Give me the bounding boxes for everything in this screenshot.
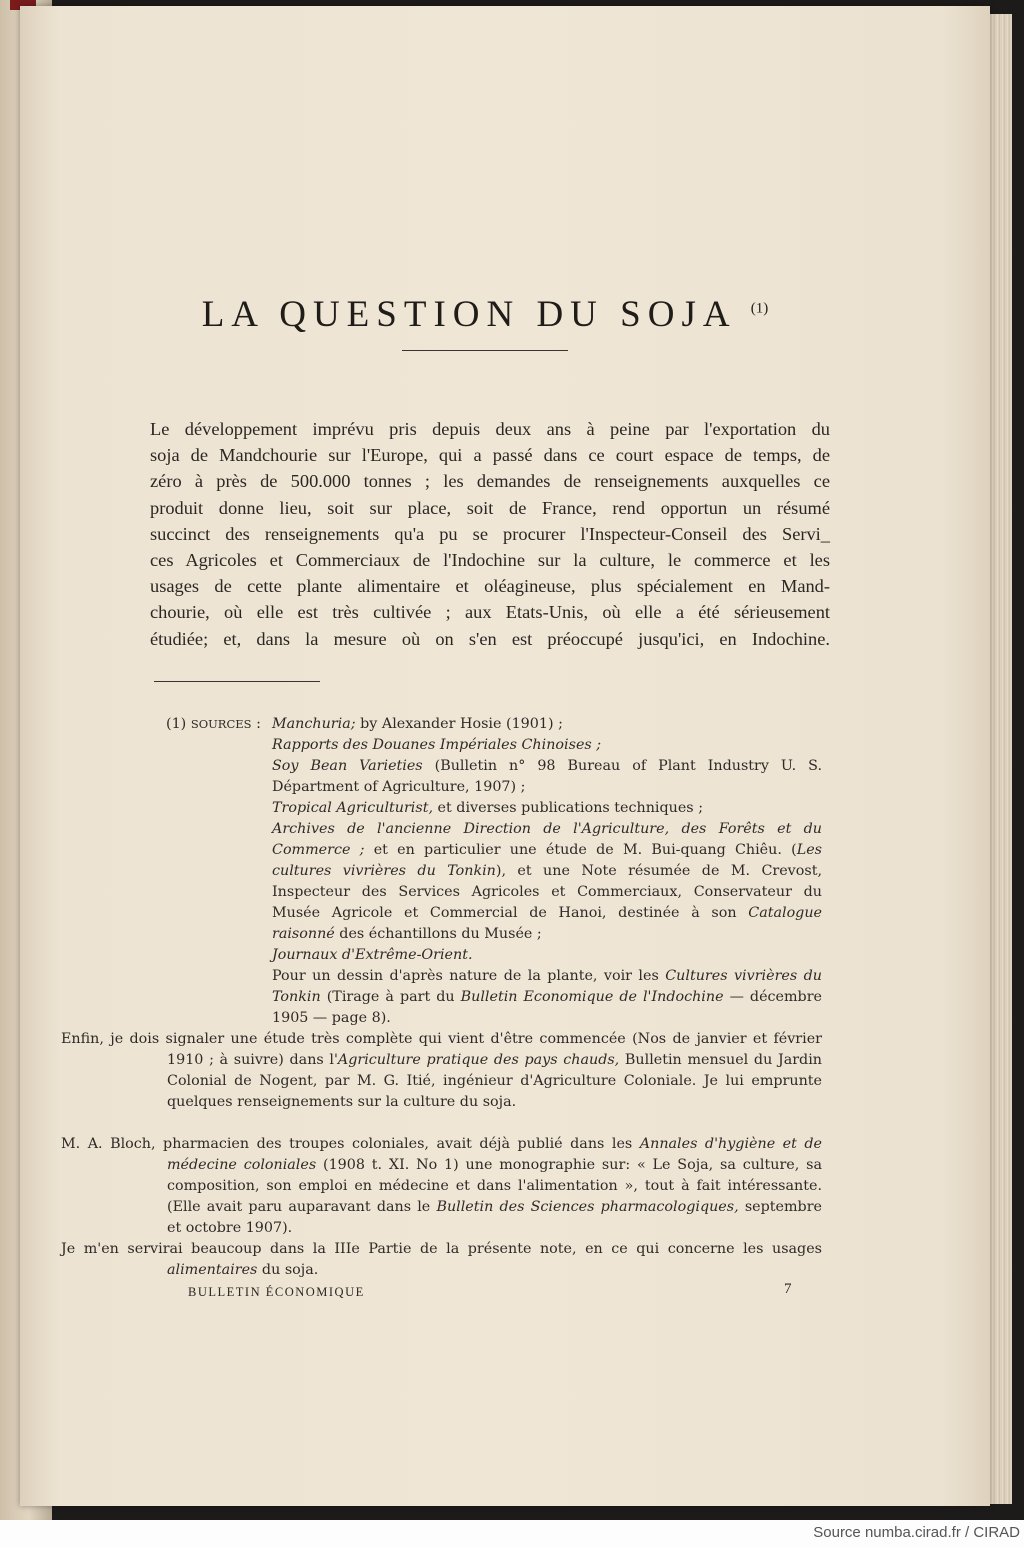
intro-line: succinct des renseignements qu'a pu se procurer l'Inspecteur-Conseil des Servi_: [150, 523, 830, 544]
note-usages: [61, 1239, 822, 1281]
note-bloch: [61, 1134, 822, 1239]
title-footnote-marker: (1): [750, 300, 769, 317]
footnote-sources-label: [166, 714, 261, 735]
source-detail: et diverses publications techniques ;: [433, 800, 704, 816]
note-text: (1908 t. XI. No 1) une monographie sur: « Le Soja, sa culture, sa composition, son emploi en médecine et dans l'alimentation », tout à fait intéressante. (Elle avait paru auparavant dans le: [167, 1157, 822, 1215]
footnote-label-colon: :: [251, 716, 261, 732]
source-detail: et en particulier une étude de M. Bui-quang Chiêu. (: [364, 842, 797, 858]
source-title: Rapports des Douanes Impériales Chinoises ;: [272, 737, 602, 753]
footnote-marker: (1): [166, 716, 187, 732]
intro-line: zéro à près de 500.000 tonnes ; les demandes de renseignements auxquelles ce: [150, 471, 830, 492]
source-credit: Source numba.cirad.fr / CIRAD: [813, 1524, 1020, 1541]
source-detail: (Bulletin n° 98 Bureau of Plant Industry U. S. Départment of Agriculture, 1907) ;: [272, 758, 822, 795]
intro-line: ces Agricoles et Commerciaux de l'Indochine sur la culture, le commerce et les: [150, 550, 830, 571]
note-text: Je m'en servirai beaucoup dans la IIIe Partie de la présente note, en ce qui concerne les usages: [61, 1241, 822, 1257]
note-text: M. A. Bloch, pharmacien des troupes coloniales, avait déjà publié dans les: [61, 1136, 640, 1152]
note-text: Enfin, je dois signaler une étude très complète qui vient d'être commencée (Nos de janvier et février 1910 ; à suivre) dans l': [61, 1031, 822, 1068]
note-text: Bulletin mensuel du Jardin Colonial de Nogent, par M. G. Itié, ingénieur d'Agriculture Coloniale. Je lui emprunte quelques renseignements sur la culture du soja.: [167, 1052, 822, 1110]
footnote-label: SOURCES: [190, 717, 252, 731]
intro-line: Le développement imprévu pris depuis deux ans à peine par l'exportation du: [150, 419, 830, 439]
source-entry-dessin: [272, 966, 822, 1029]
note-italic: Annales d'hygiène et de médecine coloniales: [167, 1136, 823, 1173]
source-title: Bulletin Economique de l'Indochine: [460, 989, 724, 1005]
source-detail: by Alexander Hosie (1901) ;: [355, 716, 563, 732]
page-number: 7: [784, 1281, 792, 1297]
note-italic: alimentaires: [167, 1262, 258, 1278]
book-page: [20, 6, 990, 1506]
source-detail: ), et une Note résumée de M. Crevost, Inspecteur des Services Agricoles et Commerciaux, Conservateur du Musée Agricole et Commercial de Hanoi, destinée à son: [272, 863, 822, 921]
source-entry-journaux: [272, 945, 822, 966]
intro-line: produit donne lieu, soit sur place, soit de France, rend opportun un résumé: [150, 497, 830, 518]
source-title: Catalogue raisonné: [272, 905, 822, 942]
note-italic: Agriculture pratique des pays chauds,: [337, 1052, 620, 1068]
intro-line: soja de Mandchourie sur l'Europe, qui a passé dans ce court espace de temps, de: [150, 445, 830, 466]
note-etude-itie: [61, 1029, 822, 1113]
source-detail: des échantillons du Musée ;: [334, 926, 542, 942]
source-entry-douanes: [272, 735, 822, 756]
title-divider: [402, 350, 568, 351]
footnote-divider: [154, 681, 320, 682]
source-title: Les cultures vivrières du Tonkin: [272, 842, 823, 879]
intro-line: usages de cette plante alimentaire et oléagineuse, plus spécialement en Mand-: [150, 576, 830, 597]
article-title: [20, 293, 950, 336]
source-entry-archives: [272, 819, 822, 945]
source-detail: (Tirage à part du: [320, 989, 461, 1005]
source-title: Soy Bean Varieties: [272, 758, 423, 774]
source-title: Tropical Agriculturist,: [272, 800, 434, 816]
source-entry-manchuria: [272, 714, 822, 735]
note-text: du soja.: [257, 1262, 319, 1278]
source-detail: — décembre 1905 — page 8).: [272, 989, 822, 1026]
source-entry-soy-bean: [272, 756, 822, 798]
source-detail: Pour un dessin d'après nature de la plante, voir les: [272, 968, 666, 984]
source-title: Journaux d'Extrême-Orient.: [272, 947, 473, 963]
source-title: Cultures vivrières du Tonkin: [272, 968, 822, 1005]
source-entry-tropical: [272, 798, 822, 819]
source-title: Archives de l'ancienne Direction de l'Agriculture, des Forêts et du Commerce ;: [272, 821, 822, 858]
note-text: septembre et octobre 1907).: [167, 1199, 822, 1236]
source-title: Manchuria;: [272, 716, 356, 732]
article-title-text: LA QUESTION DU SOJA: [201, 293, 735, 335]
running-head: BULLETIN ÉCONOMIQUE: [188, 1285, 365, 1299]
note-italic: Bulletin des Sciences pharmacologiques,: [436, 1199, 739, 1215]
intro-line: chourie, où elle est très cultivée ; aux Etats-Unis, où elle a été sérieusement: [150, 602, 830, 623]
intro-line: étudiée; et, dans la mesure où on s'en est préoccupé jusqu'ici, en Indochine.: [150, 628, 830, 649]
intro-paragraph: [150, 416, 830, 652]
